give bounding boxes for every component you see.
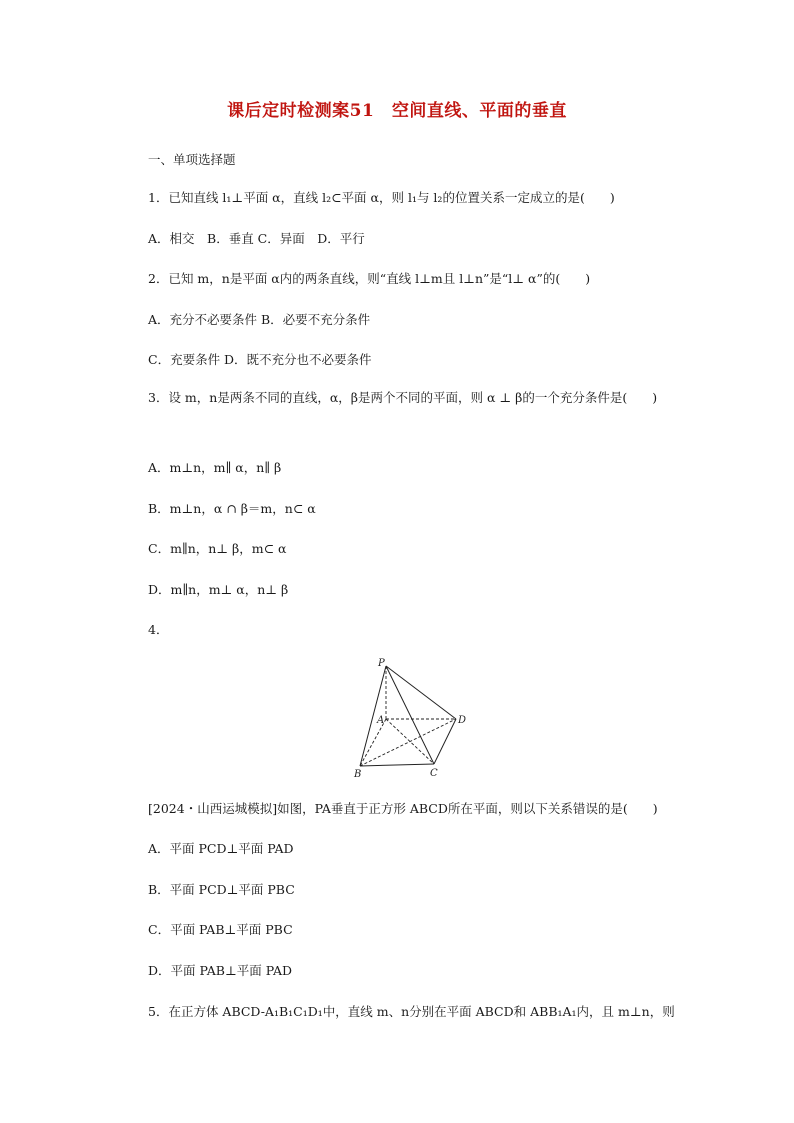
question-4-option-a: A．平面 PCD⊥平面 PAD: [148, 841, 294, 856]
question-4-option-b: B．平面 PCD⊥平面 PBC: [148, 882, 295, 897]
question-4-option-c: C．平面 PAB⊥平面 PBC: [148, 922, 293, 937]
question-4-stem: [2024・山西运城模拟]如图，PA垂直于正方形 ABCD所在平面，则以下关系错误的是( ): [148, 801, 658, 816]
pyramid-figure: [350, 656, 470, 781]
question-2-stem: 2．已知 m，n是平面 α内的两条直线，则“直线 l⊥m且 l⊥n”是“l⊥ α”的( ): [148, 271, 591, 286]
question-1-stem: 1．已知直线 l₁⊥平面 α，直线 l₂⊂平面 α，则 l₁与 l₂的位置关系一定成立的是( ): [148, 190, 615, 205]
question-3-stem: 3．设 m，n是两条不同的直线，α，β是两个不同的平面，则 α ⊥ β的一个充分条件是( ): [148, 390, 658, 405]
vertex-label-p: P: [378, 658, 385, 669]
question-3-option-d: D．m∥n，m⊥ α，n⊥ β: [148, 582, 289, 597]
vertex-label-c: C: [430, 768, 438, 779]
question-1-options: A．相交 B．垂直 C．异面 D．平行: [148, 231, 365, 246]
question-4-number: 4．: [148, 622, 169, 637]
question-5-stem: 5．在正方体 ABCD-A₁B₁C₁D₁中，直线 m、n分别在平面 ABCD和 ABB₁A₁内，且 m⊥n，则: [148, 1004, 675, 1019]
vertex-label-d: D: [458, 715, 467, 726]
vertex-label-b: B: [354, 769, 362, 780]
question-4-option-d: D．平面 PAB⊥平面 PAD: [148, 963, 293, 978]
vertex-label-a: A: [377, 715, 385, 726]
section-heading: 一、单项选择题: [148, 152, 236, 167]
question-2-options-cd: C．充要条件 D．既不充分也不必要条件: [148, 352, 372, 367]
question-3-option-b: B．m⊥n，α ∩ β＝m，n⊂ α: [148, 501, 316, 516]
question-3-option-c: C．m∥n，n⊥ β，m⊂ α: [148, 541, 287, 556]
page-title: 课后定时检测案51 空间直线、平面的垂直: [227, 101, 567, 121]
question-3-option-a: A．m⊥n，m∥ α，n∥ β: [148, 460, 282, 475]
question-2-options-ab: A．充分不必要条件 B．必要不充分条件: [148, 312, 371, 327]
